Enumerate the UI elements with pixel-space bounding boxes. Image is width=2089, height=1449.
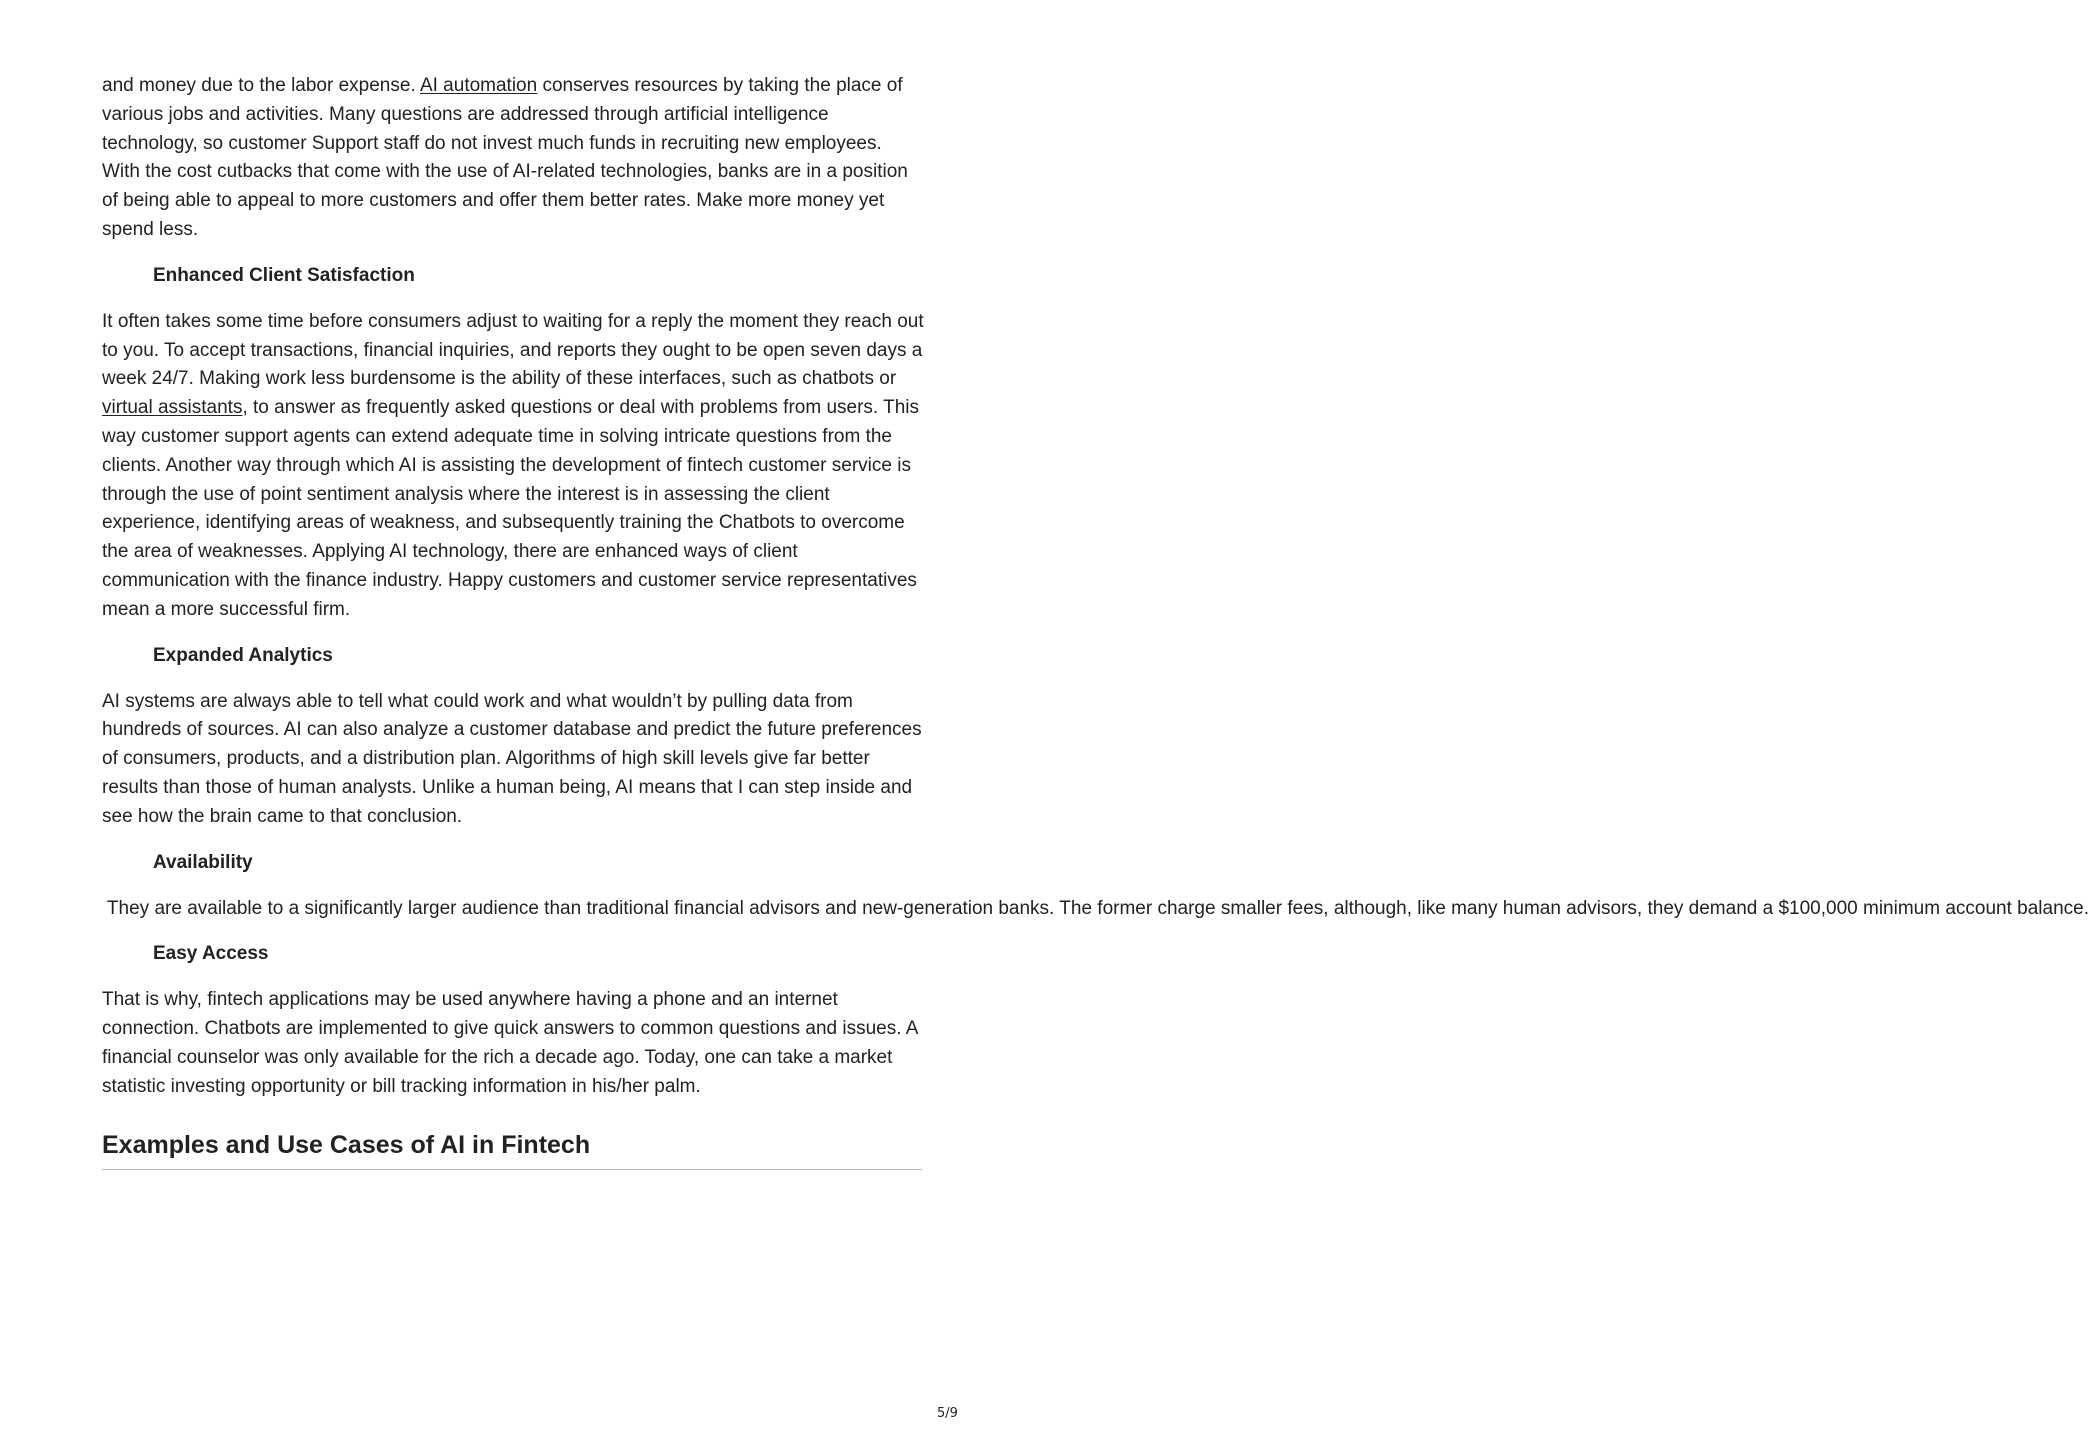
paragraph-text: and money due to the labor expense. bbox=[102, 75, 420, 96]
paragraph-easy-access: That is why, fintech applications may be used anywhere having a phone and an internet connection. Chatbots are implemented to give quick answers to common questions and issues. A financial counselor was only available for the rich a decade ago. Today, one can take a market statistic investing opportunity or bill tracking information in his/her palm. bbox=[102, 989, 918, 1097]
paragraph-text: conserves resources by taking the place of various jobs and activities. Many questions are addressed through artificial intelligence technology, so customer Support staff do not invest much funds in recruiting new employees. With the cost cutbacks that come with the use of AI-related technologies, banks are in a position of being able to appeal to more customers and offer them better rates. Make more money yet spend less. bbox=[102, 75, 908, 240]
ai-automation-link[interactable]: AI automation bbox=[419, 75, 538, 96]
paragraph-client-satisfaction bbox=[102, 308, 924, 625]
subheading-easy-access: Easy Access bbox=[153, 943, 269, 965]
subheading-enhanced-client-satisfaction: Enhanced Client Satisfaction bbox=[153, 264, 415, 286]
article-content bbox=[102, 72, 2089, 1170]
paragraph-text: They are available to a significantly larger audience than traditional financial advisors and new-generation banks. The former charge smaller fees, although, like many human advisors, they demand a $100,000 minimum account balance. bbox=[102, 897, 2089, 919]
paragraph-text: , to answer as frequently asked questions or deal with problems from users. This way customer support agents can extend adequate time in solving intricate questions from the clients. Another way through which AI is assisting the development of fintech customer service is through the use of point sentiment analysis where the interest is in assessing the client experience, identifying areas of weakness, and subsequently training the Chatbots to overcome the area of weaknesses. Applying AI technology, there are enhanced ways of client communication with the finance industry. Happy customers and customer service representatives mean a more successful firm. bbox=[102, 397, 920, 620]
paragraph-text: It often takes some time before consumers adjust to waiting for a reply the moment they reach out to you. To accept transactions, financial inquiries, and reports they ought to be open seven days a week 24/7. Making work less burdensome is the ability of these interfaces, such as chatbots or bbox=[102, 310, 924, 390]
subheading-expanded-analytics: Expanded Analytics bbox=[153, 644, 333, 666]
section-divider bbox=[102, 1169, 922, 1170]
subheading-availability: Availability bbox=[153, 851, 253, 873]
paragraph-expanded-analytics: AI systems are always able to tell what could work and what wouldn’t by pulling data from hundreds of sources. AI can also analyze a customer database and predict the future preferences of consumers, products, and a distribution plan. Algorithms of high skill levels give far better results than those of human analysts. Unlike a human being, AI means that I can step inside and see how the brain came to that conclusion. bbox=[102, 690, 922, 827]
paragraph-labor-expense bbox=[102, 72, 924, 245]
paragraph-availability bbox=[102, 895, 2089, 924]
page-number: 5/9 bbox=[937, 1406, 958, 1421]
section-heading-examples: Examples and Use Cases of AI in Fintech bbox=[102, 1130, 591, 1159]
virtual-assistants-link[interactable]: virtual assistants bbox=[102, 397, 243, 419]
